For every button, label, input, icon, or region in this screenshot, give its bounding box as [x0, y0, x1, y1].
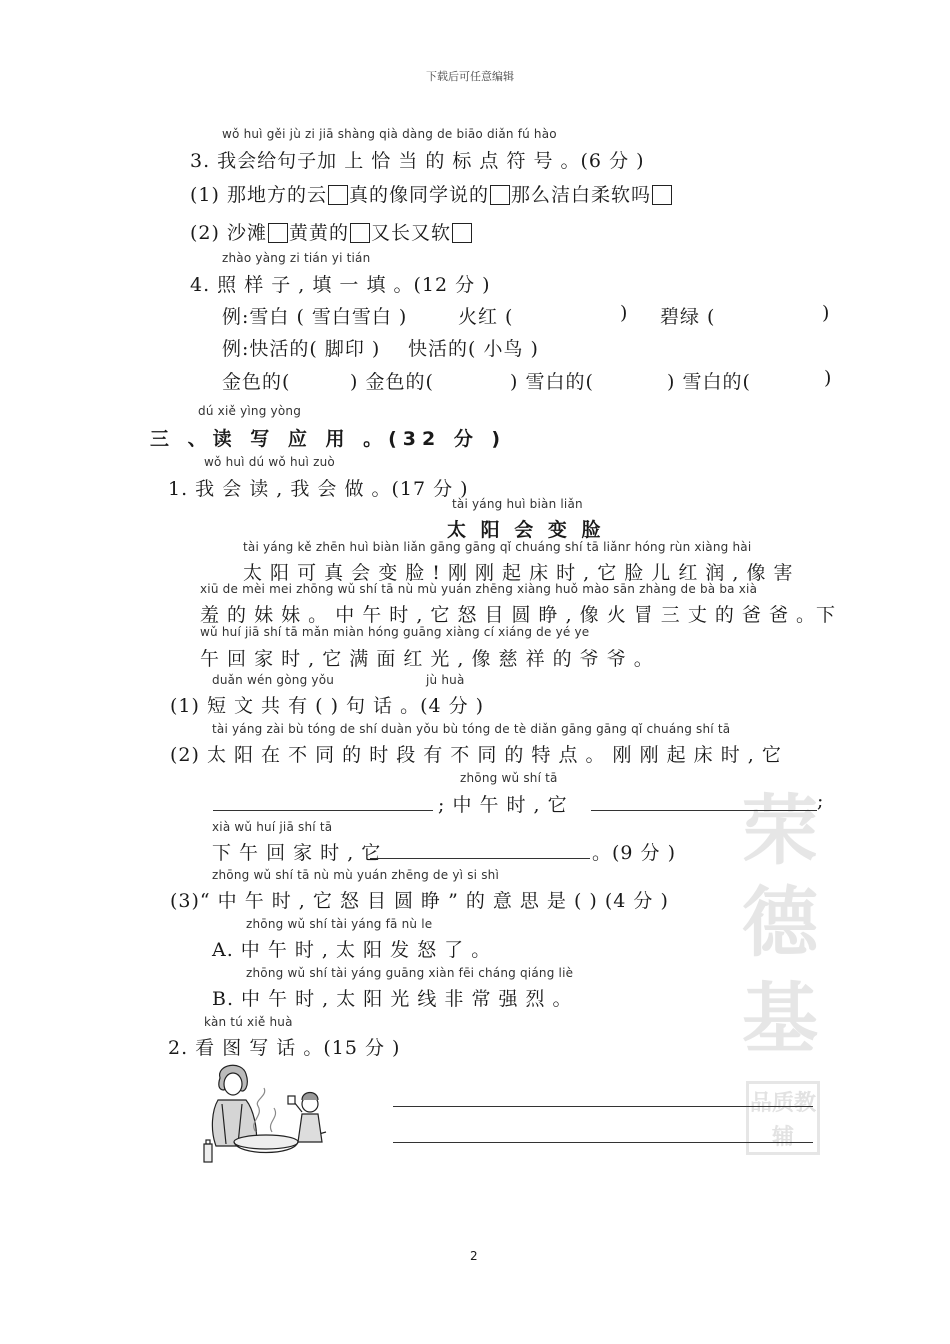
q4-fill-2[interactable]: ) 金色的(: [350, 371, 434, 393]
q4-example-2-b: 快活的( 小鸟 ): [408, 338, 539, 360]
p3-pinyin: zhōng wǔ shí tā nù mù yuán zhēng de yì si shì: [212, 868, 499, 882]
q4-example-1-a: 例:雪白 ( 雪白雪白 ): [222, 306, 408, 328]
p2b-end: ;: [817, 790, 825, 812]
p3-question: (3)“ 中 午 时 , 它 怒 目 圆 睁 ” 的 意 思 是 ( ) (4 分 ): [170, 890, 669, 912]
mother-child-cooking-illustration: [198, 1060, 338, 1166]
q4-fill-5[interactable]: ): [824, 367, 833, 389]
q4-example-1-b: 火红 (: [458, 306, 514, 328]
p2c-text: 下 午 回 家 时 , 它: [212, 842, 382, 864]
answer-line[interactable]: [213, 810, 433, 811]
watermark-char-2: 德: [742, 878, 818, 967]
answer-line[interactable]: [370, 858, 590, 859]
q2-pinyin: kàn tú xiě huà: [204, 1015, 293, 1029]
q3-item-1: [190, 180, 673, 207]
q3-pinyin: wǒ huì gěi jù zi jiā shàng qià dàng de biāo diǎn fú hào: [222, 127, 557, 141]
p2-pinyin: tài yáng zài bù tóng de shí duàn yǒu bù tóng de tè diǎn gāng gāng qǐ chuáng shí tā: [212, 722, 731, 736]
punctuation-box[interactable]: [452, 223, 472, 243]
story-title-pinyin: tài yáng huì biàn liǎn: [452, 497, 583, 511]
story-line-3: 午 回 家 时 , 它 满 面 红 光 , 像 慈 祥 的 爷 爷 。: [200, 648, 654, 670]
q3-item-1-text-a: (1) 那地方的云: [190, 184, 327, 206]
q2-title: 2. 看 图 写 话 。(15 分 ): [168, 1037, 401, 1059]
p2c-end: 。(9 分 ): [592, 842, 676, 864]
q4-example-1-d: 碧绿 (: [660, 306, 716, 328]
story-line-2-pinyin: xiū de mèi mei zhōng wǔ shí tā nù mù yuán zhēng xiàng huǒ mào sān zhàng de bà ba xià: [200, 582, 758, 596]
watermark-char-3: 基: [742, 974, 818, 1063]
q1-title: 1. 我 会 读 , 我 会 做 。(17 分 ): [168, 478, 469, 500]
stamp-char: 质: [771, 1090, 794, 1116]
p1-question: (1) 短 文 共 有 ( ) 句 话 。(4 分 ): [170, 695, 485, 717]
punctuation-box[interactable]: [652, 185, 672, 205]
answer-line[interactable]: [591, 810, 817, 811]
watermark-char-1: 荣: [742, 786, 818, 875]
q3-item-1-text-c: 那么洁白柔软吗: [510, 184, 651, 206]
story-title: 太 阳 会 变 脸: [447, 519, 605, 541]
punctuation-box[interactable]: [350, 223, 370, 243]
q4-title: 4. 照 样 子 , 填 一 填 。(12 分 ): [190, 274, 491, 296]
writing-line[interactable]: [393, 1142, 813, 1143]
stamp-char: 品: [749, 1090, 772, 1116]
p2b-text: ; 中 午 时 , 它: [438, 794, 568, 816]
page-number: 2: [470, 1249, 478, 1263]
punctuation-box[interactable]: [490, 185, 510, 205]
p1-pinyin-a: duǎn wén gòng yǒu: [212, 673, 335, 687]
option-a[interactable]: A. 中 午 时 , 太 阳 发 怒 了 。: [212, 939, 492, 961]
q4-example-1-c[interactable]: ): [620, 302, 629, 324]
page-header: 下载后可任意编辑: [426, 70, 514, 83]
section3-title: 三 、读 写 应 用 。(32 分 ): [150, 428, 507, 450]
p2-question: (2) 太 阳 在 不 同 的 时 段 有 不 同 的 特 点 。 刚 刚 起 床 时 , 它: [170, 744, 782, 766]
q3-item-1-text-b: 真的像同学说的: [348, 184, 489, 206]
punctuation-box[interactable]: [328, 185, 348, 205]
stamp-char: 辅: [771, 1124, 794, 1150]
q3-title: 3. 我会给句子加 上 恰 当 的 标 点 符 号 。(6 分 ): [190, 150, 645, 172]
q4-example-2-a: 例:快活的( 脚印 ): [222, 338, 381, 360]
q3-item-2-text-a: (2) 沙滩: [190, 222, 267, 244]
q4-fill-4[interactable]: ) 雪白的(: [667, 371, 751, 393]
story-line-1: 太 阳 可 真 会 变 脸 ! 刚 刚 起 床 时 , 它 脸 儿 红 润 , 像 害: [243, 562, 794, 584]
q1-pinyin: wǒ huì dú wǒ huì zuò: [204, 455, 335, 469]
story-line-3-pinyin: wǔ huí jiā shí tā mǎn miàn hóng guāng xiàng cí xiáng de yé ye: [200, 625, 590, 639]
p1-pinyin-b: jù huà: [426, 673, 465, 687]
q4-fill-3[interactable]: ) 雪白的(: [510, 371, 594, 393]
writing-line[interactable]: [393, 1106, 813, 1107]
p2c-pinyin: xià wǔ huí jiā shí tā: [212, 820, 333, 834]
q4-fill-1[interactable]: 金色的(: [222, 371, 291, 393]
stamp-char: 教: [794, 1090, 817, 1116]
q3-item-2: [190, 218, 473, 245]
watermark-stamp: [746, 1081, 820, 1155]
q4-pinyin: zhào yàng zi tián yi tián: [222, 251, 371, 265]
section3-pinyin: dú xiě yìng yòng: [198, 404, 302, 418]
option-a-pinyin: zhōng wǔ shí tài yáng fā nù le: [246, 917, 433, 931]
option-b[interactable]: B. 中 午 时 , 太 阳 光 线 非 常 强 烈 。: [212, 988, 573, 1010]
story-line-2: 羞 的 妹 妹 。 中 午 时 , 它 怒 目 圆 睁 , 像 火 冒 三 丈 的 爸 爸 。下: [200, 604, 836, 626]
q3-item-2-text-c: 又长又软: [370, 222, 451, 244]
option-b-pinyin: zhōng wǔ shí tài yáng guāng xiàn fēi cháng qiáng liè: [246, 966, 574, 980]
q4-example-1-e[interactable]: ): [822, 302, 831, 324]
punctuation-box[interactable]: [268, 223, 288, 243]
p2b-pinyin: zhōng wǔ shí tā: [460, 771, 558, 785]
q3-item-2-text-b: 黄黄的: [288, 222, 349, 244]
story-line-1-pinyin: tài yáng kě zhēn huì biàn liǎn gāng gāng qǐ chuáng shí tā liǎnr hóng rùn xiàng hài: [243, 540, 752, 554]
